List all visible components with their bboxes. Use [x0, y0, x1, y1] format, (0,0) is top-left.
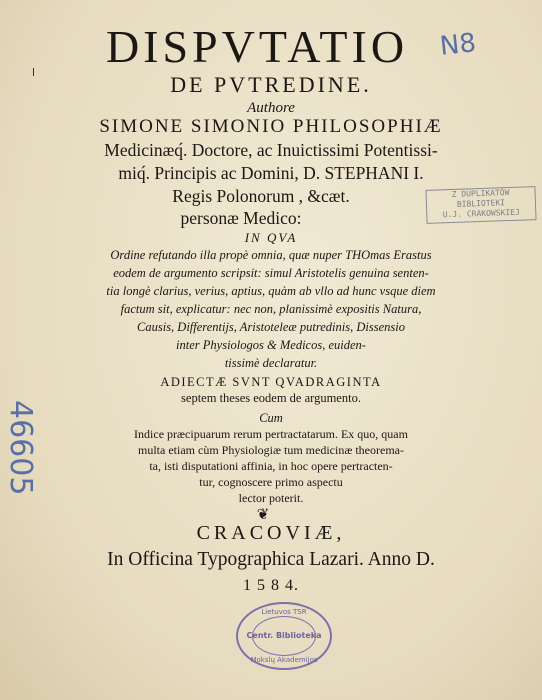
stamp-oval-line-3: Mokslų Akademijos — [250, 656, 318, 664]
cum-line-4: tur, cognoscere primo aspectu — [199, 475, 343, 489]
margin-mark — [33, 68, 34, 76]
ornament: ❦ — [256, 507, 270, 523]
title-main: DISPVTATIO — [105, 21, 409, 72]
stamp-rect-line-1: Z DUPLIKATÓW — [451, 188, 510, 200]
author-line-3: miq́. Principis ac Domini, D. STEPHANI I. — [118, 163, 424, 183]
stamp-rect-line-3: U.J. CRAKOWSKIEJ — [442, 207, 520, 220]
cum-line-3: ta, isti disputationi affinia, in hoc opere pertracten- — [149, 459, 393, 473]
cum-line-1: Indice præcipuarum rerum pertractatarum. Ex quo, quam — [134, 427, 408, 441]
cum-line-2: multa etiam cùm Physiologiæ tum medicinæ theorema- — [138, 443, 404, 457]
desc-line-4: factum sit, explicatur: nec non, planissimè expositis Natura, — [120, 302, 422, 316]
library-stamp-rect — [425, 186, 536, 224]
title-sub: DE PVTREDINE. — [170, 72, 372, 97]
handwritten-shelfmark-side: 46605 — [3, 400, 38, 496]
desc-line-6: inter Physiologos & Medicos, euiden- — [176, 338, 366, 352]
desc-line-2: eodem de argumento scripsit: simul Aristotelis genuina senten- — [113, 266, 429, 280]
stamp-rect-line-2: BIBLIOTEKI — [456, 198, 506, 209]
handwritten-shelfmark-top: N8 — [438, 28, 478, 62]
author-line-1: SIMONE SIMONIO PHILOSOPHIÆ — [99, 116, 443, 137]
stamp-oval-line-1: Lietuvos TSR — [261, 608, 307, 616]
cum-label: Cum — [259, 411, 283, 425]
imprint-year: 1 5 8 4. — [243, 577, 299, 594]
adiectae-line-1: ADIECTÆ SVNT QVADRAGINTA — [160, 375, 382, 389]
desc-line-1: Ordine refutando illa propè omnia, quæ nuper THOmas Erastus — [110, 248, 432, 262]
desc-line-7: tissimè declaratur. — [224, 356, 318, 370]
in-qua-heading: IN QVA — [244, 230, 298, 245]
desc-line-5: Causis, Differentijs, Aristoteleæ putredinis, Dissensio — [137, 320, 405, 334]
desc-line-3: tia longè clarius, verius, aptius, quàm ab vllo ad hunc vsque diem — [106, 284, 436, 298]
stamp-oval-line-2: Centr. Biblioteka — [246, 631, 322, 640]
author-line-2: Medicinæq́. Doctore, ac Inuictissimi Potentissi- — [104, 140, 438, 160]
author-line-4: Regis Polonorum , &cæt. — [172, 186, 350, 206]
imprint-printer: In Officina Typographica Lazari. Anno D. — [107, 549, 435, 570]
imprint-city: CRACOVIÆ, — [196, 522, 346, 544]
adiectae-line-2: septem theses eodem de argumento. — [181, 391, 361, 405]
author-line-5: personæ Medico: — [180, 208, 302, 228]
author-label: Authore — [247, 100, 295, 116]
library-stamp-oval — [236, 602, 332, 670]
cum-line-5: lector poterit. — [238, 491, 304, 505]
